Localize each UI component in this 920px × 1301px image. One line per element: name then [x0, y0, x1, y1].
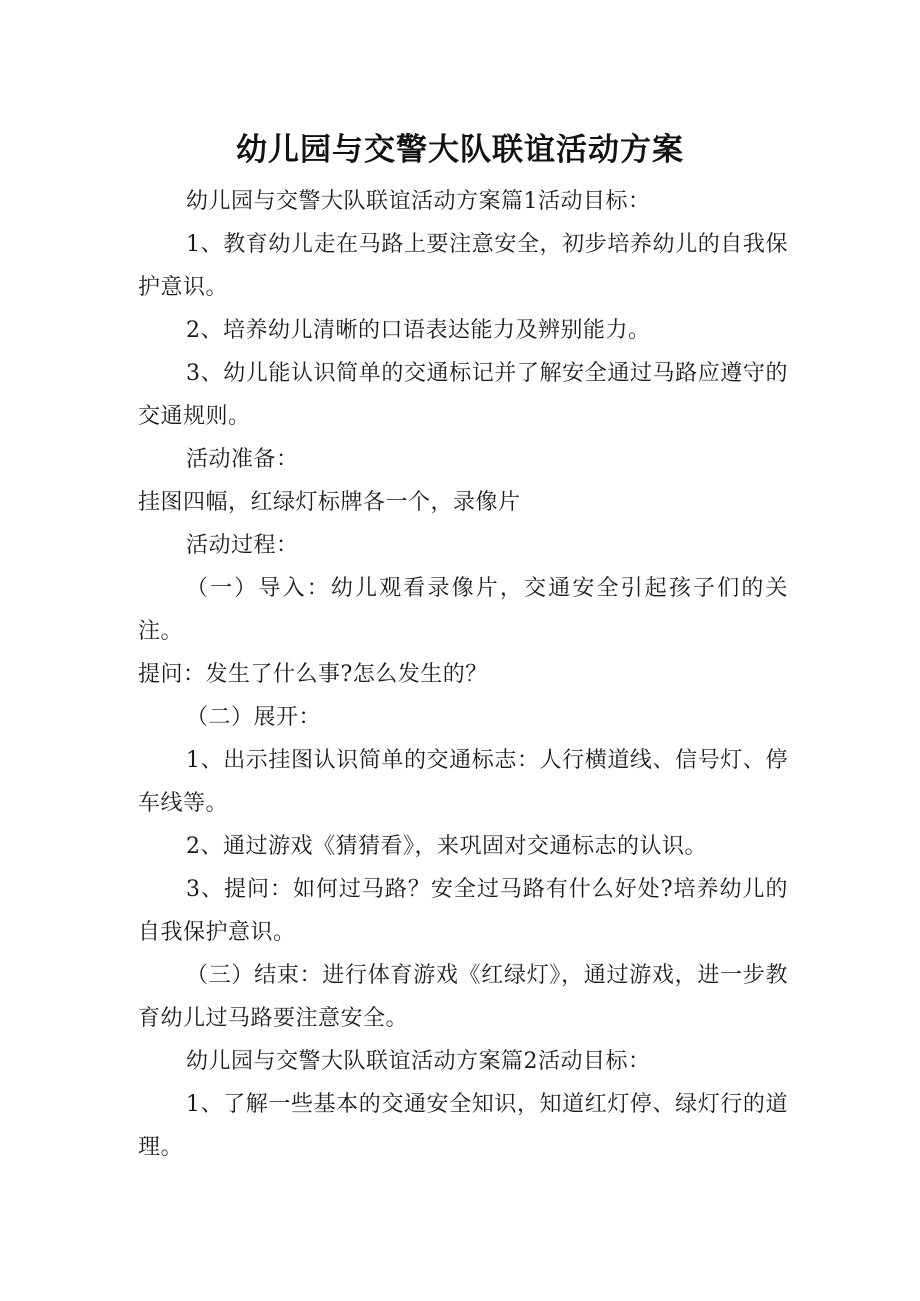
paragraph-step-expand: （二）展开： — [186, 705, 322, 730]
paragraph-goal-2: 2、培养幼儿清晰的口语表达能力及辨别能力。 — [186, 318, 651, 343]
paragraph-plan-2-heading: 幼儿园与交警大队联谊活动方案篇2活动目标： — [186, 1049, 651, 1074]
paragraph-step-end: （三）结束：进行体育游戏《红绿灯》，通过游戏，进一步教育幼儿过马路要注意安全。 — [138, 963, 788, 1031]
paragraph-expand-1: 1、出示挂图认识简单的交通标志：人行横道线、信号灯、停车线等。 — [138, 748, 788, 816]
paragraph-plan-1-heading: 幼儿园与交警大队联谊活动方案篇1活动目标： — [186, 189, 651, 214]
document-title: 幼儿园与交警大队联谊活动方案 — [236, 132, 684, 168]
paragraph-goal-3: 3、幼儿能认识简单的交通标记并了解安全通过马路应遵守的交通规则。 — [138, 361, 788, 429]
paragraph-preparation-heading: 活动准备： — [186, 447, 299, 472]
paragraph-expand-2: 2、通过游戏《猜猜看》，来巩固对交通标志的认识。 — [186, 834, 707, 859]
document-body — [138, 180, 788, 1169]
paragraph-expand-3: 3、提问：如何过马路？安全过马路有什么好处?培养幼儿的自我保护意识。 — [138, 877, 788, 945]
paragraph-preparation-items: 挂图四幅，红绿灯标牌各一个，录像片 — [138, 490, 521, 515]
paragraph-question: 提问：发生了什么事?怎么发生的？ — [138, 662, 488, 687]
paragraph-step-intro: （一）导入：幼儿观看录像片，交通安全引起孩子们的关注。 — [138, 576, 788, 644]
paragraph-goal-1: 1、教育幼儿走在马路上要注意安全，初步培养幼儿的自我保护意识。 — [138, 232, 788, 300]
paragraph-plan-2-goal-1: 1、了解一些基本的交通安全知识，知道红灯停、绿灯行的道理。 — [138, 1092, 788, 1160]
paragraph-process-heading: 活动过程： — [186, 533, 299, 558]
